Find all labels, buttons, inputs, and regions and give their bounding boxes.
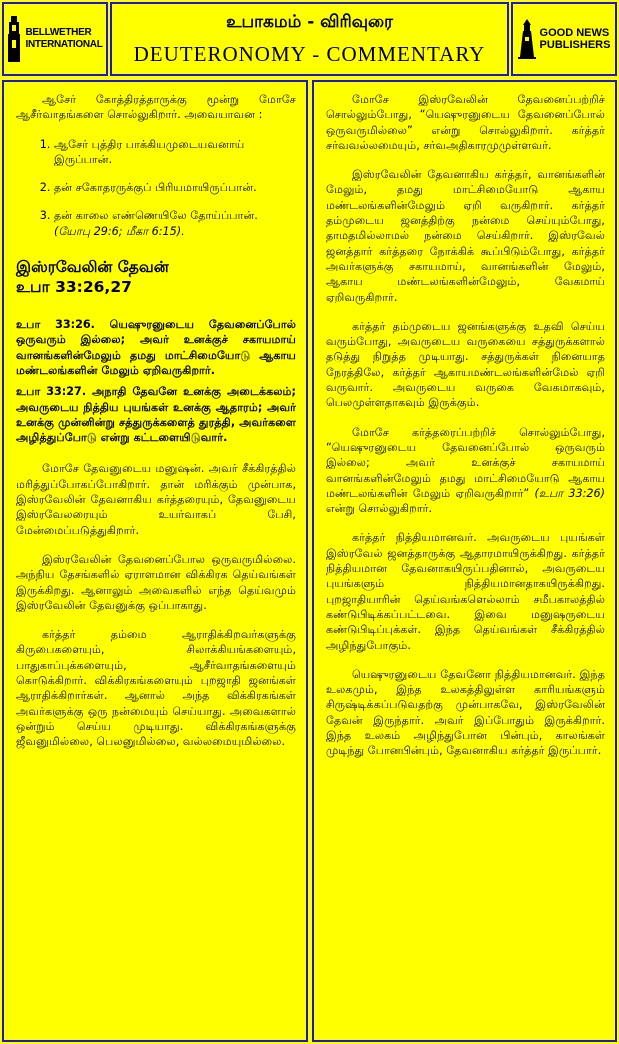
right-paragraph-5: கர்த்தர் நித்தியமானவர். அவருடைய புயங்கள் இஸ்ரவேல் ஜனத்தாருக்கு ஆதாரமாயிருக்கிறது. கர்த்தர் நித்தியமான தேவனாகயிருப்பதினால், அவருடைய புயங்களும் நித்தியமானதாகயிருக்கிறது. புறஜாதியாரின் தெய்வங்களெல்லாம் சமீபகாலத்தில் கண்டுபிடிக்கப்பட்டவை. இவை மனுஷருடைய கண்டுபிடிப்புக்கள். இந்த தெய்வங்கள் சீக்கிரத்தில் அழிந்துபோகும். [326,531,605,652]
left-paragraph-3: இஸ்ரவேலின் தேவனைப்போல ஒருவருமில்லை. அந்நிய தேசங்களில் ஏராளமான விக்கிரக தெய்வங்கள் இருக்கிறது. ஆனாலும் அவைகளில் எந்த தெய்வமும் இஸ்ரவேலின் தேவனுக்கு ஒப்பாகாது. [16,552,296,612]
list-item: 2. தன் சகோதரருக்குப் பிரியமாயிருப்பான். [54,180,296,195]
left-column [2,80,308,1042]
good-news-line2: PUBLISHERS [539,39,611,51]
title-english: DEUTERONOMY - COMMENTARY [133,42,486,66]
title-tamil: உபாகமம் - விரிவுரை [226,12,393,32]
bellwether-logo-text [25,27,102,51]
right-paragraph-6: யெஷுரனுடைய தேவனோ நித்தியமானவர். இந்த உலகமும், இந்த உலகத்திலுள்ள காரியங்களும் சிருஷ்டிக்கப்படுவதற்கு முன்பாகவே, இஸ்ரவேலின் தேவன் இருந்தார். அவர் இப்போதும் இருக்கிறார். இந்த உலகம் அழிந்துபோன பின்பும், காலங்கள் முடிந்து போனபின்பும், தேவனாகிய கர்த்தர் இருப்பார். [326,667,605,758]
right-paragraph-4-text: மோசே கர்த்தரைப்பற்றிச் சொல்லும்போது, “யெஷுரனுடைய தேவனைப்போல் ஒருவரும் இல்லை; அவர் உனக்குச் சகாயமாய் வானங்களின்மேலும் தமது மாட்சிமையோடு ஆகாய மண்டலங்களின் மேலும் ஏறிவருகிறார்” [326,425,605,500]
section-heading [16,257,296,297]
verse-33-27: உபா 33:27. அநாதி தேவனே உனக்கு அடைக்கலம்; அவருடைய நித்திய புயங்கள் உனக்கு ஆதாரம்; அவர் உனக்கு முன்னின்று சத்துருக்களைத் துரத்தி, அவர்களை அழித்துப்போடு என்று கட்டளையிடுவார். [16,385,296,445]
scripture-reference: (உபா 33:26) [534,486,605,500]
right-paragraph-4-tail: என்று சொல்லுகிறார். [326,502,433,516]
bellwether-logo [10,10,103,68]
left-paragraph-4: கர்த்தர் தம்மை ஆராதிக்கிறவர்களுக்கு கிருபைகளையும், சிலாக்கியங்களையும், பாதுகாப்புக்களையும், ஆசீர்வாதங்களையும் கொடுக்கிறார். விக்கிரகங்களையும் புறஜாதி ஜனங்கள் ஆராதிக்கிறார்கள். ஆனால் அந்த விக்கிரகங்கள் அவர்களுக்கு ஒரு நன்மையும் செய்யாது. அவைகளால் ஒன்றும் செய்ய முடியாது. விக்கிரகங்களுக்கு ஜீவனுமில்லை, பெலனுமில்லை, வல்லமையுமில்லை. [16,628,296,749]
bellwether-logo-box [2,2,108,76]
list-item [54,208,296,239]
list-item-text: தன் காலை எண்ணெயிலே தோய்ப்பான். [54,209,258,223]
list-item: 1. ஆசேர் புத்திர பாக்கியமுடையவனாய் இருப்பான். [54,137,296,168]
right-paragraph-3: கர்த்தர் தம்முடைய ஜனங்களுக்கு உதவி செய்ய வரும்போது, அவருடைய வருகையை சத்துருக்களால் தடுத்து நிறுத்த முடியாது. சத்துருக்கள் நினையாத நேரத்திலே, கர்த்தர் ஆகாயமண்டலங்களின்மேல் ஏறி வருவார். அவருடைய வருகை வேகமாகவும், பெலமுள்ளதாகவும் இருக்கும். [326,319,605,410]
right-paragraph-4 [326,425,605,517]
header-title-box [110,2,509,76]
right-column [312,80,617,1042]
right-paragraph-1: மோசே இஸ்ரவேலின் தேவனைப்பற்றிச் சொல்லும்போது, “யெஷுரனுடைய தேவனைப்போல் ஒருவருமில்லை” என்று சொல்லுகிறார். கர்த்தர் சர்வவல்லமையும், சர்வஅதிகாரமுமுள்ளவர். [326,93,605,152]
section-heading-reference: உபா 33:26,27 [16,278,132,297]
left-column-content [16,92,296,764]
good-news-logo-text [540,27,611,51]
right-paragraph-2: இஸ்ரவேலின் தேவனாகிய கர்த்தர், வானங்களின் மேலும், தமது மாட்சிமையோடு ஆகாய மண்டலங்களின்மேலும் ஏறி வருகிறார். கர்த்தர் தம்முடைய ஜனத்திற்கு நன்மை செய்யும்போது, தாமதமில்லாமல் நன்மை செய்கிறார். இஸ்ரவேல் ஜனத்தார் கர்த்தரை நோக்கிக் கூப்பிடும்போது, கர்த்தர் அவர்களுக்கு சகாயமாய், வானங்களின் மேலும், ஆகாய மண்டலங்களின்மேலும், வேகமாய் ஏறிவருகிறார். [326,168,605,304]
left-paragraph-1: ஆசேர் கோத்திரத்தாருக்கு மூன்று மோசே ஆசீர்வாதங்களை சொல்லுகிறார். அவையாவன : [16,93,296,122]
right-column-content [326,92,605,773]
good-news-line1: GOOD NEWS [539,27,610,39]
verse-33-26: உபா 33:26. யெஷுரனுடைய தேவனைப்போல் ஒருவரும் இல்லை; அவர் உனக்குச் சகாயமாய் வானங்களின்மேலும் தமது மாட்சிமையோடு ஆகாய மண்டலங்களின் மேலும் ஏறிவருகிறார். [16,318,296,377]
bellwether-line2: INTERNATIONAL [25,39,103,50]
section-heading-title: இஸ்ரவேலின் தேவன் [16,258,169,277]
bellwether-line1: BELLWETHER [25,27,92,38]
lighthouse-icon [518,19,536,59]
blessings-list [16,137,296,239]
bell-tower-icon [7,16,21,62]
good-news-logo [519,10,609,68]
scripture-reference: (யோபு 29:6; மீகா 6:15). [54,224,185,238]
good-news-logo-box [511,2,617,76]
left-paragraph-2: மோசே தேவனுடைய மனுஷன். அவர் சீக்கிரத்தில் மரித்துப்போகப்போகிறார். தான் மரிக்கும் முன்பாக, இஸ்ரவேலின் தேவனாகிய கர்த்தரையும், தேவனுடைய இஸ்ரவேலரையும் உயர்வாகப் பேசி, மேன்மைப்படுத்துகிறார். [16,462,296,537]
